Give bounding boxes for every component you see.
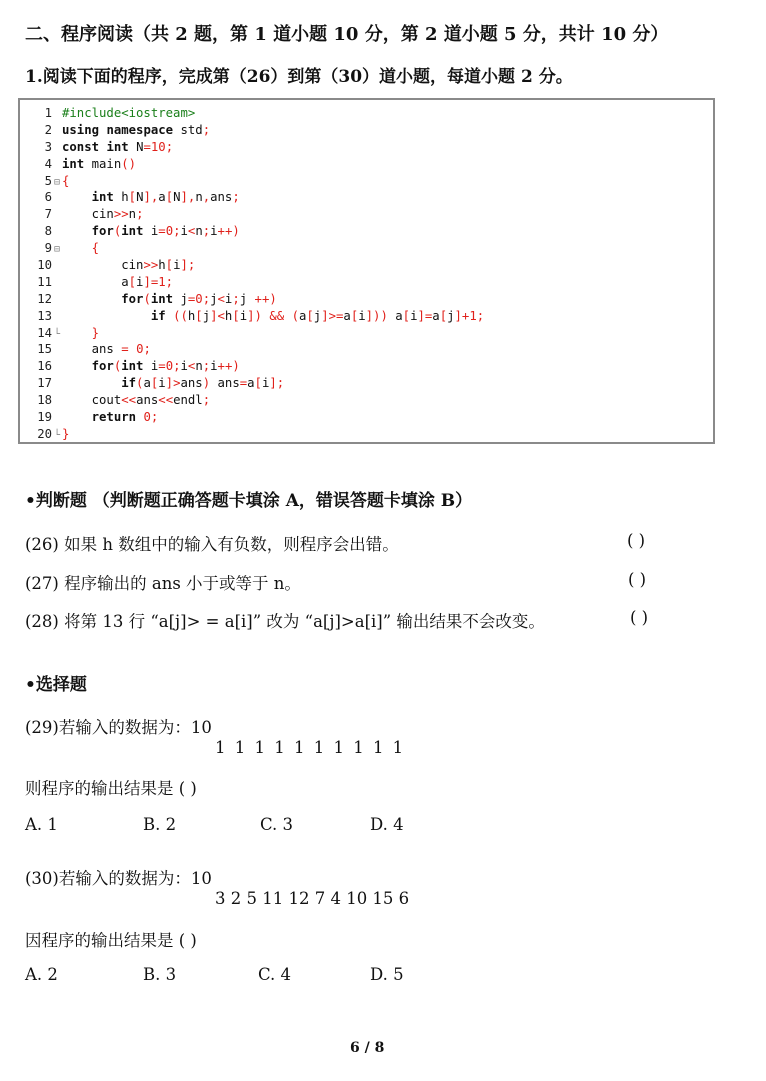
line-number: 11: [37, 274, 52, 289]
code-line: [20, 156, 484, 173]
code-text: cout<<ans<<endl;: [91, 393, 211, 408]
code-line: [20, 375, 484, 392]
option-30-c: C. 4: [258, 965, 292, 984]
code-line: [20, 257, 484, 274]
line-number: 1: [44, 106, 52, 120]
code-line: [20, 206, 484, 223]
line-number: 7: [44, 207, 52, 222]
code-line: [20, 274, 484, 291]
code-text: cin>>h[i];: [121, 258, 196, 273]
code-line: [20, 308, 484, 325]
code-line: [20, 426, 484, 443]
section-title: 二、程序阅读（共 2 题，第 1 道小题 10 分，第 2 道小题 5 分，共计 10 分）: [25, 24, 669, 45]
code-line: [20, 223, 484, 240]
option-29-d: D. 4: [370, 815, 404, 834]
fold-gutter: └: [53, 328, 61, 340]
code-text: {: [62, 173, 70, 188]
question-29-data: 1 1 1 1 1 1 1 1 1 1: [215, 738, 406, 757]
code-line: [20, 291, 484, 308]
line-number: 6: [44, 190, 52, 205]
code-text: }: [91, 325, 100, 340]
option-29-b: B. 2: [143, 815, 177, 834]
code-text: for(int j=0;j<i;j ++): [121, 291, 277, 306]
answer-blank-27: ( ): [628, 570, 647, 589]
code-line: [20, 409, 484, 426]
question-29-ask: 则程序的输出结果是 ( ): [25, 779, 197, 798]
option-30-b: B. 3: [143, 965, 177, 984]
code-line: [20, 173, 484, 190]
code-line: [20, 122, 484, 139]
code-line: [20, 189, 484, 206]
fold-gutter: └: [53, 429, 61, 441]
code-text: for(int i=0;i<n;i++): [91, 359, 240, 374]
line-number: 15: [37, 342, 52, 357]
code-text: return 0;: [91, 410, 159, 425]
page-number: 6 / 8: [350, 1040, 385, 1056]
option-29-a: A. 1: [25, 815, 58, 834]
code-text: int main(): [62, 156, 137, 171]
code-text: #include<iostream>: [62, 106, 196, 120]
question-30-ask: 因程序的输出结果是 ( ): [25, 931, 197, 950]
line-number: 20: [37, 426, 52, 441]
code-text: if ((h[j]<h[i]) && (a[j]>=a[i])) a[i]=a[j]+1;: [150, 308, 485, 323]
fold-toggle-icon[interactable]: ⊟: [53, 244, 61, 256]
line-number: 8: [44, 224, 52, 239]
code-text: for(int i=0;i<n;i++): [91, 224, 240, 239]
code-lines: [20, 105, 484, 443]
line-number: 14: [37, 325, 52, 340]
line-number: 16: [37, 359, 52, 374]
answer-blank-26: ( ): [627, 531, 646, 550]
code-text: }: [62, 426, 70, 441]
code-block: [18, 98, 715, 444]
question-28: (28) 将第 13 行 “a[j]> = a[i]” 改为 “a[j]>a[i]” 输出结果不会改变。: [25, 612, 545, 631]
question-26: (26) 如果 h 数组中的输入有负数，则程序会出错。: [25, 535, 399, 554]
code-text: ans = 0;: [91, 342, 151, 357]
line-number: 19: [37, 410, 52, 425]
line-number: 9: [44, 241, 52, 256]
line-number: 12: [37, 291, 52, 306]
line-number: 18: [37, 393, 52, 408]
judge-section-title: •判断题 （判断题正确答题卡填涂 A，错误答题卡填涂 B）: [25, 491, 473, 511]
code-line: [20, 105, 484, 122]
code-text: int h[N],a[N],n,ans;: [91, 190, 240, 205]
code-line: [20, 325, 484, 342]
sub-title: 1.阅读下面的程序，完成第（26）到第（30）道小题，每道小题 2 分。: [25, 67, 573, 87]
choice-section-title: •选择题: [25, 675, 87, 695]
fold-toggle-icon[interactable]: ⊟: [53, 176, 61, 188]
line-number: 10: [37, 258, 52, 273]
option-29-c: C. 3: [260, 815, 294, 834]
question-30-data: 3 2 5 11 12 7 4 10 15 6: [215, 889, 410, 908]
line-number: 5: [44, 173, 52, 188]
answer-blank-28: ( ): [630, 608, 649, 627]
line-number: 17: [37, 376, 52, 391]
question-27: (27) 程序输出的 ans 小于或等于 n。: [25, 574, 301, 593]
code-line: [20, 139, 484, 156]
code-text: {: [91, 241, 100, 256]
line-number: 2: [44, 122, 52, 137]
code-text: using namespace std;: [62, 122, 211, 137]
line-number: 3: [44, 139, 52, 154]
question-30-label: (30)若输入的数据为：10: [25, 869, 212, 888]
option-30-d: D. 5: [370, 965, 404, 984]
question-29-label: (29)若输入的数据为：10: [25, 718, 212, 737]
line-number: 4: [44, 156, 52, 171]
code-line: [20, 240, 484, 257]
code-line: [20, 358, 484, 375]
line-number: 13: [37, 308, 52, 323]
code-text: if(a[i]>ans) ans=a[i];: [121, 376, 285, 391]
option-30-a: A. 2: [25, 965, 58, 984]
code-line: [20, 341, 484, 358]
code-text: cin>>n;: [91, 207, 144, 222]
code-text: a[i]=1;: [121, 274, 174, 289]
code-line: [20, 392, 484, 409]
code-text: const int N=10;: [62, 139, 174, 154]
